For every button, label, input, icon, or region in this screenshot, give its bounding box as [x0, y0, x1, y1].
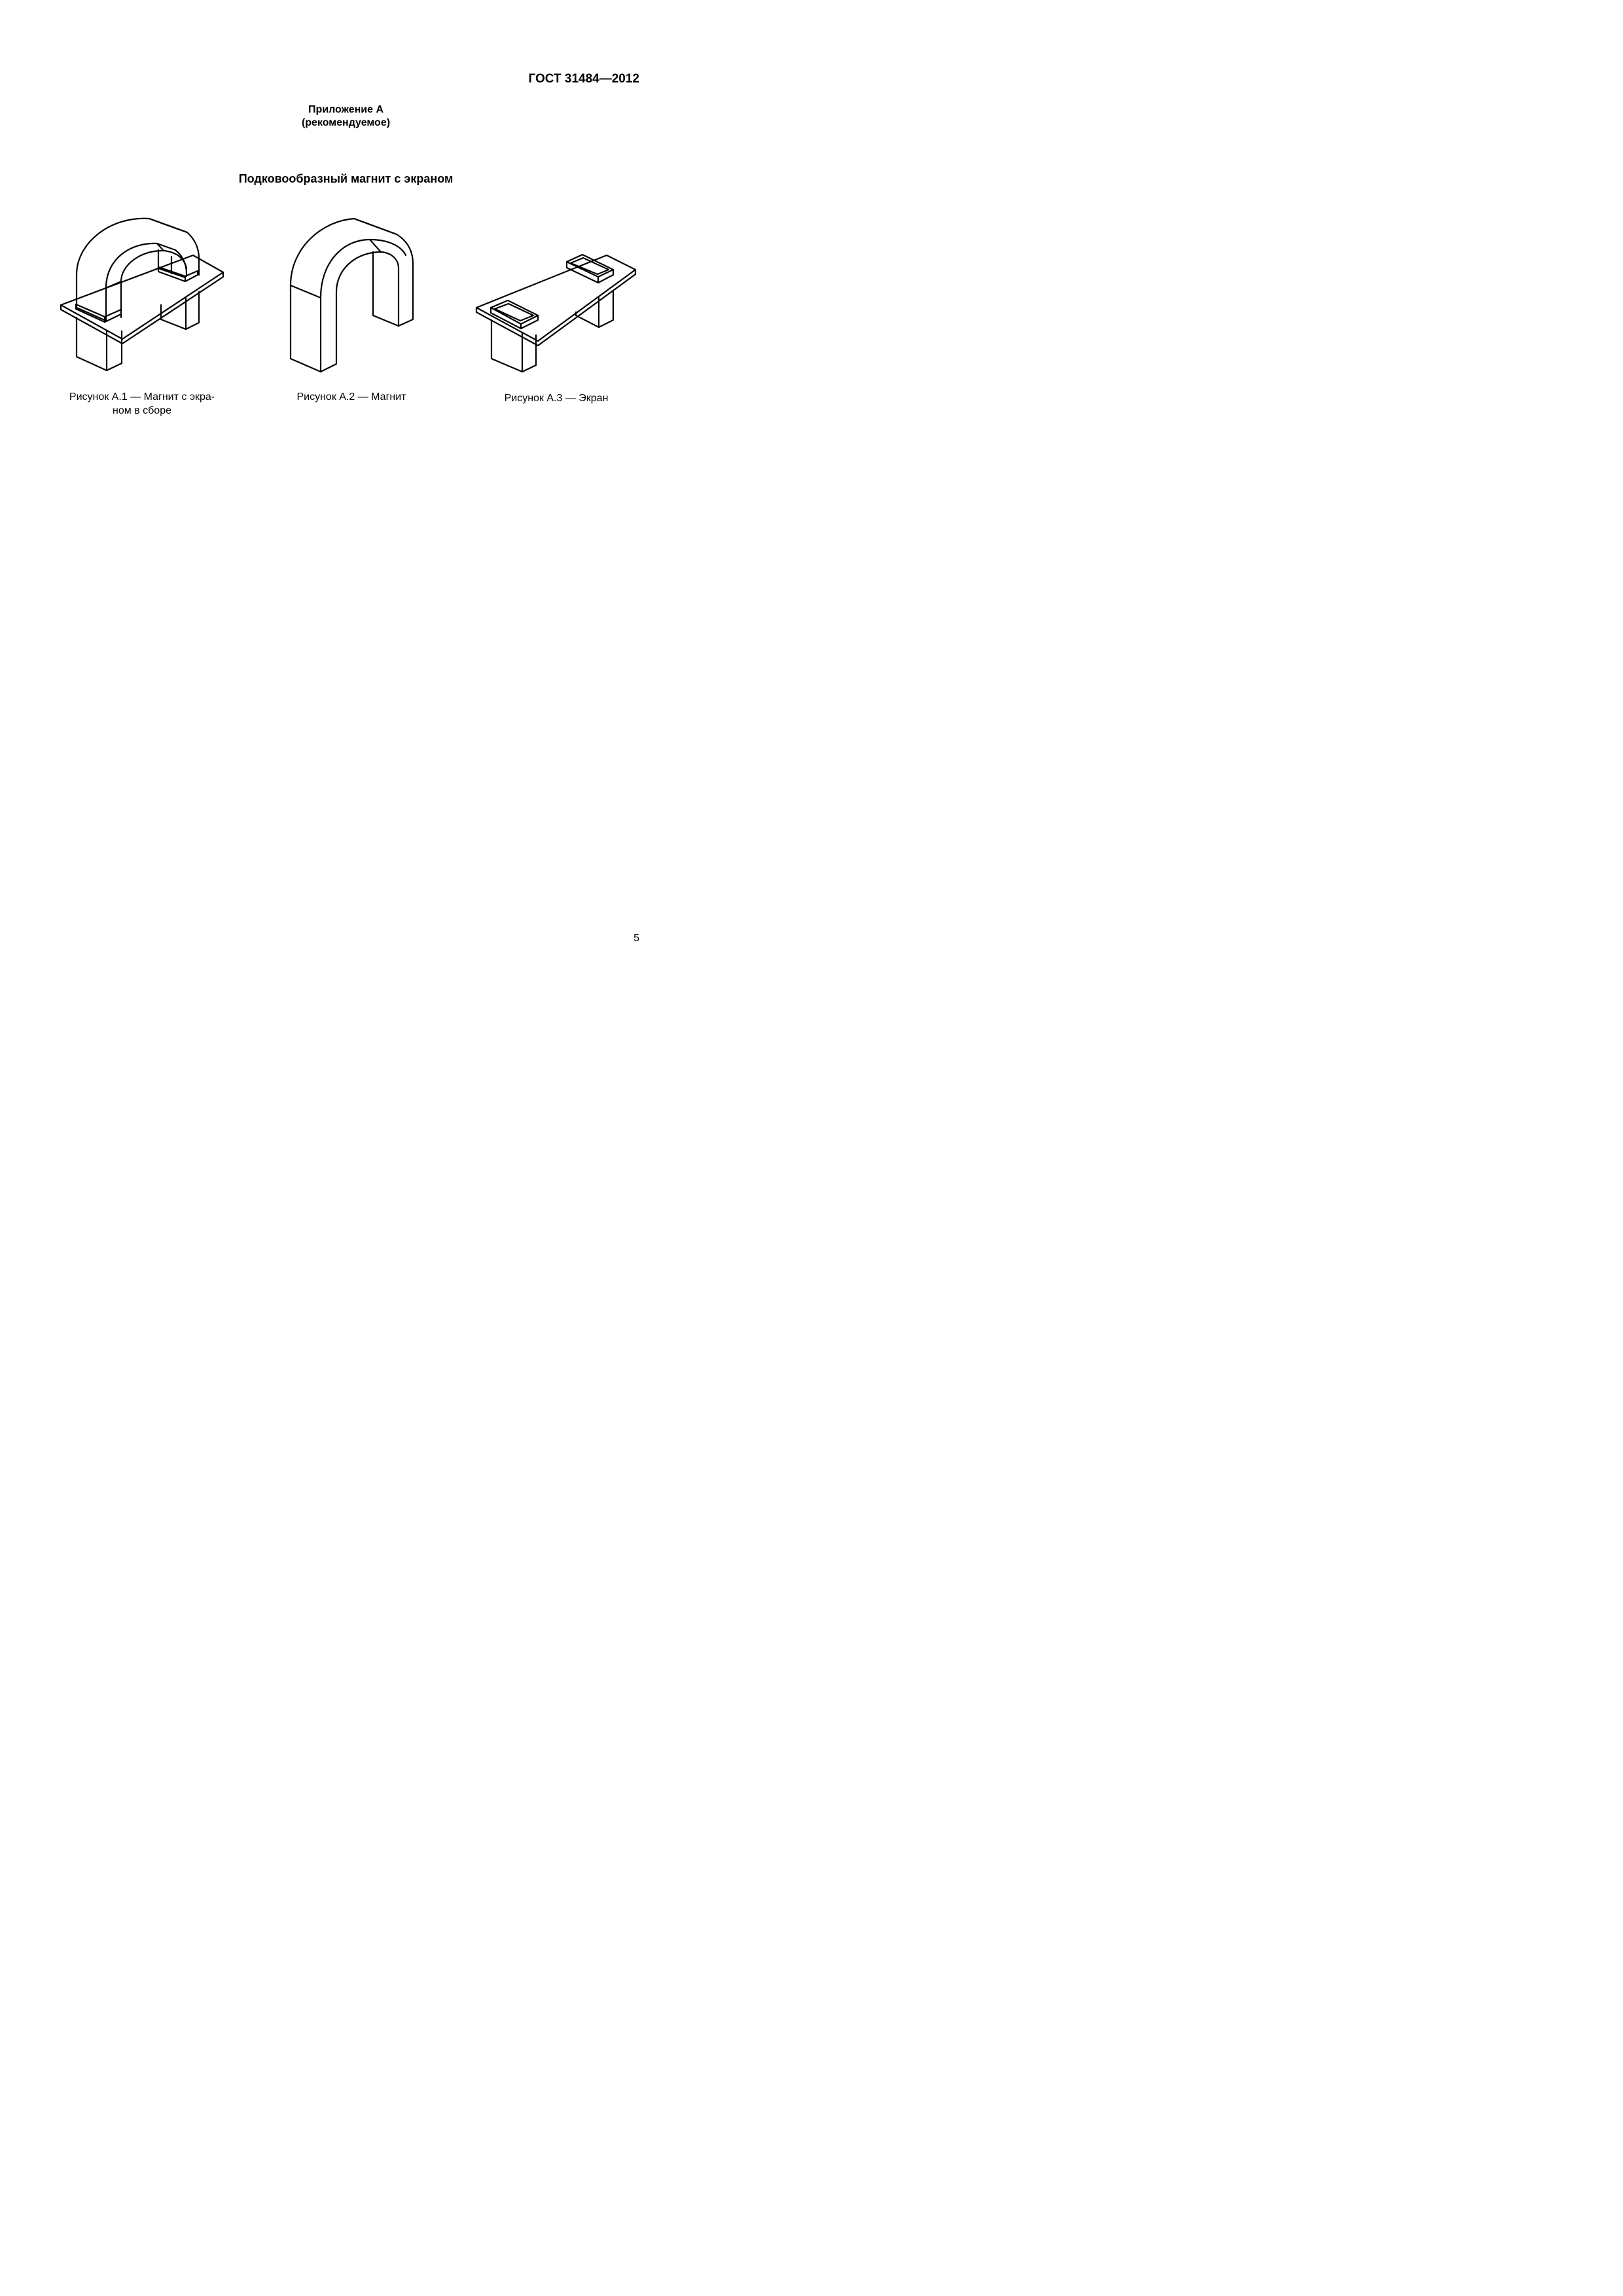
figure-a3-screen: [476, 255, 635, 372]
page-number: 5: [633, 933, 639, 944]
figures-drawing: [0, 0, 722, 458]
figure-a1-magnet-with-screen: [61, 219, 223, 370]
figure-a3-caption: Рисунок А.3 — Экран: [504, 393, 609, 404]
annex-status: (рекомендуемое): [301, 117, 391, 128]
annex-label: Приложение А: [308, 104, 384, 115]
figure-a2-caption: Рисунок А.2 — Магнит: [296, 391, 406, 403]
figure-a1-caption-line1: Рисунок А.1 — Магнит с экра-: [69, 391, 215, 403]
figure-a1-caption: [56, 390, 228, 418]
figure-a2-magnet: [291, 219, 413, 372]
section-title: Подковообразный магнит с экраном: [238, 172, 454, 185]
standard-number: ГОСТ 31484—2012: [528, 72, 639, 86]
figure-a1-caption-line2: ном в сборе: [113, 405, 171, 416]
